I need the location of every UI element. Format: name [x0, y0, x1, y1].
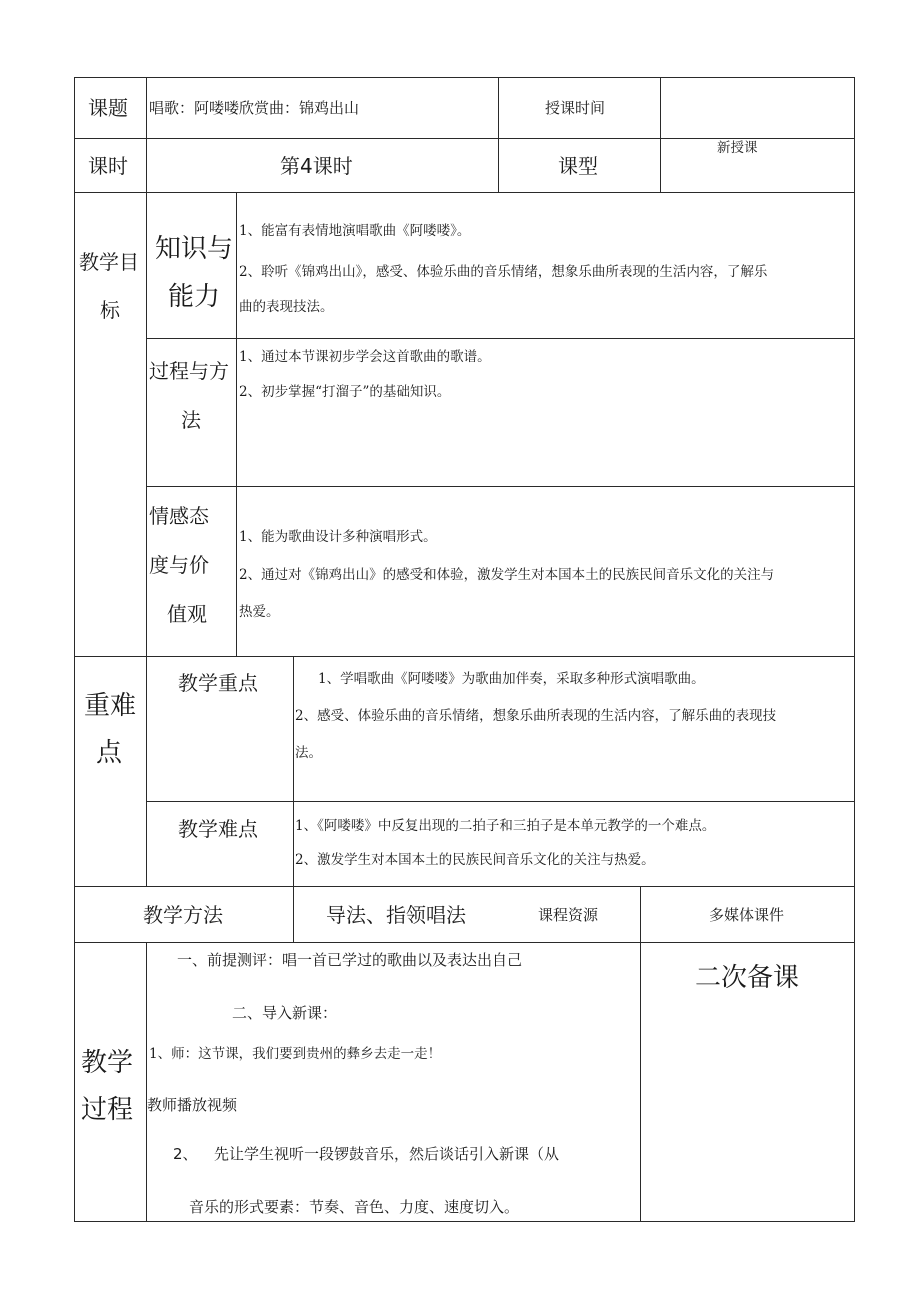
- emotion-item: 热爱。: [239, 604, 280, 620]
- row-divider: [74, 192, 855, 193]
- row-divider: [74, 138, 855, 139]
- process-line: 1、师：这节课，我们要到贵州的彝乡去走一走！: [149, 1046, 442, 1062]
- emotion-item: 2、通过对《锦鸡出山》的感受和体验，激发学生对本国本土的民族民间音乐文化的关注与: [239, 567, 775, 583]
- process-method-label: 过程与方: [149, 359, 229, 383]
- process-line: 2、: [173, 1145, 198, 1163]
- method-label: 教学方法: [143, 903, 223, 927]
- row-divider: [146, 338, 855, 339]
- key-point-item: 2、感受、体验乐曲的音乐情绪，想象乐曲所表现的生活内容，了解乐曲的表现技: [295, 708, 777, 724]
- hard-point-label: 教学难点: [178, 817, 258, 841]
- subject-value: 唱歌：阿喽喽欣赏曲：锦鸡出山: [149, 99, 360, 117]
- row-divider: [146, 801, 855, 802]
- knowledge-label: 知识与: [155, 234, 234, 264]
- col-divider: [660, 77, 661, 193]
- table-border-left: [74, 77, 75, 1222]
- objectives-label: 标: [100, 298, 120, 322]
- process-line: 先让学生视听一段锣鼓音乐，然后谈话引入新课（从: [214, 1145, 560, 1163]
- col-divider: [146, 942, 147, 1222]
- col-divider: [640, 942, 641, 1222]
- table-border-right: [854, 77, 855, 1222]
- process-line: 音乐的形式要素：节奏、音色、力度、速度切入。: [189, 1198, 520, 1216]
- knowledge-item: 1、能富有表情地演唱歌曲《阿喽喽》。: [239, 223, 471, 239]
- process-label: 教学: [81, 1048, 134, 1078]
- knowledge-label: 能力: [168, 282, 221, 312]
- process-line: 二、导入新课：: [232, 1004, 338, 1022]
- resource-value: 多媒体课件: [709, 906, 785, 924]
- table-border-top: [74, 77, 855, 78]
- difficulty-label: 重难: [84, 691, 137, 721]
- second-prep-label: 二次备课: [695, 963, 800, 993]
- objectives-label: 教学目: [79, 250, 139, 274]
- process-line: 教师播放视频: [147, 1096, 238, 1114]
- row-divider: [74, 886, 855, 887]
- knowledge-item: 曲的表现技法。: [239, 299, 334, 315]
- row-divider: [74, 942, 855, 943]
- col-divider: [146, 192, 147, 656]
- process-line: 一、前提测评：唱一首已学过的歌曲以及表达出自己: [177, 951, 523, 969]
- hard-point-item: 2、激发学生对本国本土的民族民间音乐文化的关注与热爱。: [295, 852, 655, 868]
- period-value: 第4课时: [280, 154, 353, 178]
- subject-label: 课题: [88, 96, 128, 120]
- row-divider: [74, 656, 855, 657]
- col-divider: [293, 886, 294, 943]
- process-label: 过程: [81, 1095, 134, 1125]
- emotion-item: 1、能为歌曲设计多种演唱形式。: [239, 529, 437, 545]
- col-divider: [146, 656, 147, 886]
- table-border-bottom: [74, 1221, 855, 1222]
- process-method-item: 2、初步掌握“打溜子”的基础知识。: [239, 384, 451, 400]
- hard-point-item: 1、《阿喽喽》中反复出现的二拍子和三拍子是本单元教学的一个难点。: [295, 818, 716, 834]
- process-method-item: 1、通过本节课初步学会这首歌曲的歌谱。: [239, 349, 491, 365]
- col-divider: [640, 886, 641, 943]
- col-divider: [293, 656, 294, 886]
- difficulty-label: 点: [96, 738, 123, 768]
- type-value: 新授课: [717, 140, 758, 156]
- col-divider: [236, 192, 237, 656]
- type-label: 课型: [558, 154, 598, 178]
- teach-time-label: 授课时间: [545, 99, 606, 117]
- key-point-item: 法。: [295, 745, 322, 761]
- emotion-label: 情感态: [149, 504, 209, 528]
- key-point-item: 1、学唱歌曲《阿喽喽》为歌曲加伴奏，采取多种形式演唱歌曲。: [318, 671, 705, 687]
- col-divider: [146, 77, 147, 193]
- process-method-label: 法: [181, 408, 201, 432]
- knowledge-item: 2、聆听《锦鸡出山》，感受、体验乐曲的音乐情绪，想象乐曲所表现的生活内容，了解乐: [239, 264, 768, 280]
- method-value: 导法、指领唱法: [326, 903, 466, 927]
- row-divider: [146, 486, 855, 487]
- key-point-label: 教学重点: [178, 671, 258, 695]
- emotion-label: 度与价: [149, 553, 209, 577]
- period-label: 课时: [88, 154, 128, 178]
- resource-label: 课程资源: [538, 906, 599, 924]
- col-divider: [498, 77, 499, 193]
- emotion-label: 值观: [167, 602, 207, 626]
